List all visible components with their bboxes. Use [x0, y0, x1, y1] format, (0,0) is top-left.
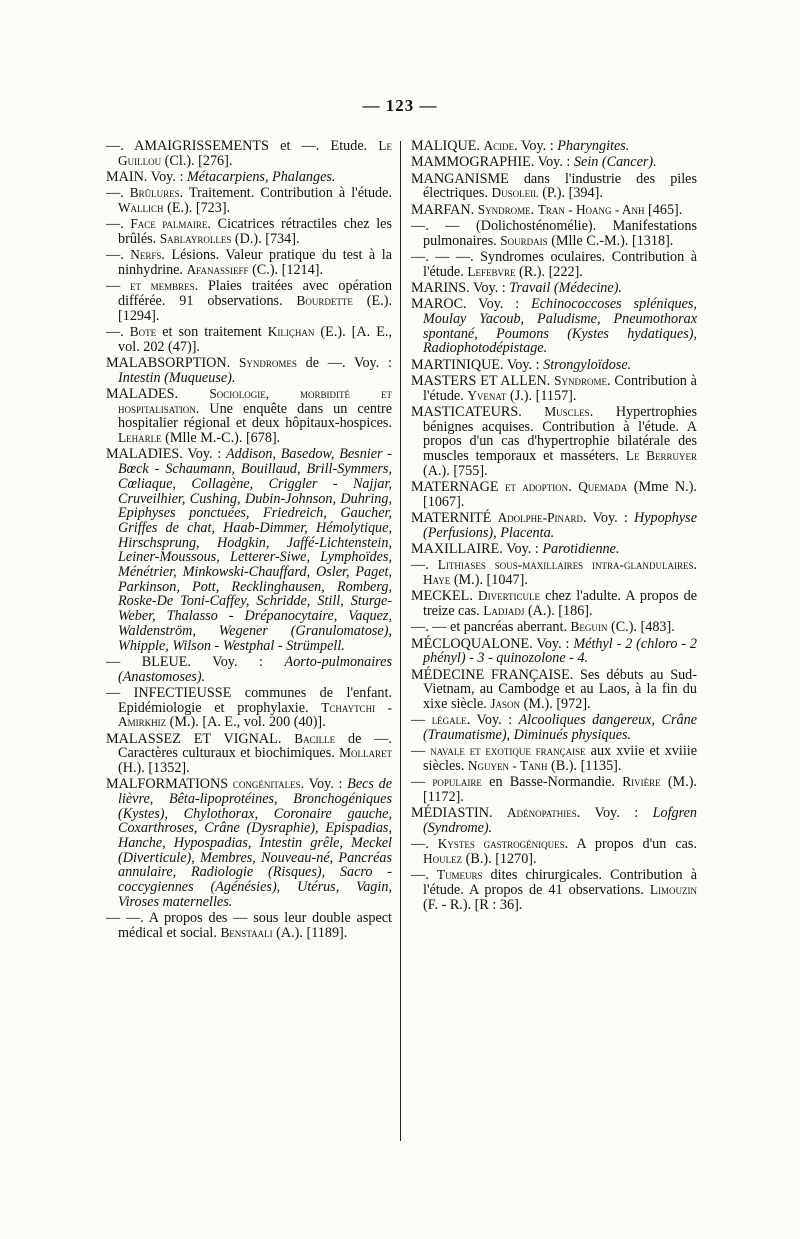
- index-entry: [106, 170, 392, 185]
- author-or-subhead: Brûlures: [129, 185, 180, 201]
- author-or-subhead: Lithiases sous-maxillaires intra-glandulaires: [437, 557, 694, 573]
- author-or-subhead: Yvenat: [467, 387, 507, 403]
- author-or-subhead: Bacille: [294, 730, 336, 746]
- entry-text: MAIN. Voy. :: [106, 169, 187, 185]
- entry-text: (C.). [1214].: [248, 262, 324, 278]
- index-entry: [106, 655, 392, 684]
- entry-text: MAMMOGRAPHIE. Voy. :: [411, 154, 574, 171]
- author-or-subhead: Le Guillou: [118, 138, 392, 168]
- author-or-subhead: Nerfs: [130, 247, 162, 263]
- entry-text: (D.). [734].: [231, 231, 300, 247]
- author-or-subhead: Jason: [490, 696, 521, 711]
- entry-text: (H.). [1352].: [118, 759, 190, 776]
- entry-text: . Plaies traitées avec opération différée. 91 observations.: [118, 278, 392, 309]
- index-entry: [411, 744, 697, 773]
- index-entry: [411, 713, 697, 742]
- author-or-subhead: Nguyen - Tanh: [467, 758, 548, 773]
- entry-text: MATERNITÉ: [411, 510, 498, 526]
- cross-reference: Métacarpiens, Phalanges.: [186, 169, 336, 185]
- entry-text: de —. Voy. :: [296, 355, 392, 371]
- author-or-subhead: Sourdais: [500, 232, 548, 248]
- entry-text: (M.). [972].: [520, 696, 591, 712]
- author-or-subhead: Tchaytchi - Amirkhiz: [118, 699, 392, 730]
- entry-text: —: [411, 774, 433, 791]
- author-or-subhead: légale: [431, 712, 467, 728]
- entry-text: (B.). [1135].: [547, 758, 622, 774]
- entry-text: MASTICATEURS.: [411, 403, 545, 420]
- entry-text: —. — —. Syndromes oculaires. Contribution à l'étude.: [411, 248, 697, 280]
- author-or-subhead: Bote: [129, 324, 157, 339]
- entry-text: (A.). [1189].: [272, 924, 348, 941]
- entry-text: —.: [411, 867, 437, 884]
- entry-text: MALADES.: [106, 386, 210, 402]
- entry-text: (A.). [755].: [423, 462, 488, 479]
- entry-text: aux xviie et xviiie siècles.: [423, 743, 698, 774]
- cross-reference: Echinococcoses spléniques, Moulay Yacoub, Paludisme, Pneumothorax spontané, Poumons (Kystes hydatiques), Radiophotodépistage.: [423, 296, 698, 357]
- entry-text: —: [411, 712, 432, 729]
- index-entry: [411, 297, 697, 356]
- entry-text: MALFORMATIONS: [106, 776, 233, 793]
- entry-text: .: [693, 557, 697, 574]
- index-entry: [411, 374, 697, 403]
- entry-text: (M.). [A. E., vol. 200 (40)].: [166, 714, 326, 731]
- index-entry: [106, 387, 392, 446]
- entry-text: — —. A propos des — sous leur double aspect médical et social.: [106, 910, 392, 941]
- entry-text: MARFAN.: [411, 201, 478, 218]
- entry-text: . Lésions. Valeur pratique du test à la ninhydrine.: [118, 247, 392, 278]
- author-or-subhead: Rivière: [622, 774, 661, 790]
- index-entry: [411, 558, 697, 587]
- index-entry: [411, 868, 697, 912]
- cross-reference: Méthyl - 2 (chloro - 2 phényl) - 3 - quinozolone - 4.: [423, 635, 697, 667]
- entry-text: . Voy. :: [300, 776, 348, 793]
- entry-text: . Voy. :: [576, 805, 653, 822]
- index-entry: [411, 281, 697, 296]
- cross-reference: Intestin (Muqueuse).: [118, 369, 236, 386]
- index-entry: [411, 589, 697, 618]
- author-or-subhead: Kystes gastrogéniques: [437, 836, 565, 852]
- index-entry: [411, 668, 697, 712]
- author-or-subhead: Tumeurs: [436, 867, 483, 883]
- right-column: [411, 139, 697, 914]
- author-or-subhead: Tran - Hoang - Anh: [537, 201, 645, 217]
- author-or-subhead: Dusoleil: [491, 185, 539, 201]
- page-number: — 123 —: [362, 96, 438, 115]
- entry-text: . Voy. :: [514, 138, 558, 154]
- entry-text: [465].: [644, 201, 683, 218]
- entry-text: . A propos d'un cas.: [564, 836, 697, 853]
- index-entry: [411, 480, 697, 509]
- cross-reference: Alcooliques dangereux, Crâne (Traumatisme), Diminués physiques.: [423, 712, 697, 743]
- entry-text: . Cicatrices rétractiles chez les brûlés.: [118, 216, 392, 247]
- index-entry: [411, 172, 697, 201]
- entry-text: (A.). [186].: [524, 603, 593, 619]
- author-or-subhead: Afanassieff: [186, 262, 249, 277]
- entry-text: —. — et pancréas aberrant.: [411, 619, 571, 636]
- entry-text: —.: [411, 557, 438, 574]
- entry-text: (Mme N.). [1067].: [423, 479, 697, 510]
- author-or-subhead: Lefebvre: [467, 263, 516, 279]
- entry-text: —: [106, 278, 131, 295]
- index-entry: [411, 637, 697, 666]
- entry-text: —.: [106, 247, 131, 264]
- entry-text: MÉDIASTIN.: [411, 805, 508, 822]
- entry-text: en Basse-Normandie.: [481, 774, 623, 791]
- author-or-subhead: Adolphe-Pinard: [497, 510, 583, 525]
- index-entry: [411, 358, 697, 373]
- entry-text: chez l'adulte. A propos de treize cas.: [423, 588, 697, 619]
- cross-reference: Pharyngites.: [557, 138, 630, 154]
- author-or-subhead: Sociologie, morbidité et hospitalisation: [118, 386, 392, 416]
- entry-text: (R.). [222].: [515, 263, 583, 280]
- column-divider: [400, 141, 401, 1141]
- entry-text: MECKEL.: [411, 588, 478, 605]
- entry-text: .: [568, 479, 579, 495]
- entry-text: (E.). [1294].: [118, 293, 392, 324]
- entry-text: MAROC. Voy. :: [411, 296, 532, 313]
- author-or-subhead: populaire: [432, 774, 482, 790]
- entry-text: (Mlle M.-C.). [678].: [161, 430, 281, 447]
- entry-text: (B.). [1270].: [462, 851, 537, 867]
- entry-text: — INFECTIEUSSE communes de l'enfant. Epidémiologie et prophylaxie.: [106, 684, 392, 716]
- index-entry: [106, 248, 392, 277]
- cross-reference: Travail (Médecine).: [509, 279, 622, 296]
- entry-text: . Une enquête dans un centre hospitalier régional et deux hôpitaux-hospices.: [118, 400, 392, 432]
- entry-text: (C.). [483].: [607, 619, 675, 636]
- author-or-subhead: congénitales: [232, 776, 301, 792]
- entry-text: . Traitement. Contribution à l'étude.: [179, 185, 392, 202]
- entry-text: MÉDECINE FRANÇAISE. Ses débuts au Sud-Vietnam, au Cambodge et au Laos, à la fin du xixe siècle.: [411, 666, 697, 712]
- entry-text: MÉCLOQUALONE. Voy. :: [411, 635, 574, 652]
- entry-text: (P.). [394].: [538, 185, 603, 202]
- index-entry: [411, 542, 697, 557]
- entry-text: et son traitement: [156, 324, 268, 340]
- index-entry: [411, 203, 697, 218]
- left-column: [106, 139, 392, 942]
- entry-text: (Cl.). [276].: [161, 152, 233, 169]
- author-or-subhead: navale et exotique française: [430, 743, 586, 759]
- index-entry: [411, 837, 697, 866]
- author-or-subhead: Sablayrolles: [159, 231, 232, 246]
- index-entry: [411, 511, 697, 540]
- author-or-subhead: et adoption: [504, 479, 569, 494]
- entry-text: MALADIES. Voy. :: [106, 446, 226, 463]
- index-entry: [411, 155, 697, 170]
- author-or-subhead: Mollaret: [339, 745, 392, 761]
- entry-text: . Contribution à l'étude.: [423, 372, 697, 404]
- author-or-subhead: Leharle: [118, 430, 162, 446]
- entry-text: —.: [106, 185, 130, 202]
- author-or-subhead: Benstaali: [220, 924, 273, 940]
- index-entry: [106, 777, 392, 909]
- author-or-subhead: et membres: [130, 278, 195, 294]
- author-or-subhead: Adénopathies: [507, 805, 577, 821]
- author-or-subhead: Wallich: [118, 200, 164, 215]
- entry-text: . Voy. :: [583, 510, 634, 526]
- author-or-subhead: Acide: [483, 138, 515, 153]
- index-entry: [106, 356, 392, 385]
- index-entry: [106, 447, 392, 653]
- index-entry: [106, 279, 392, 323]
- entry-text: (Mlle C.-M.). [1318].: [547, 232, 674, 249]
- entry-text: MATERNAGE: [411, 479, 505, 495]
- author-or-subhead: Kiliçhan: [267, 324, 315, 339]
- author-or-subhead: Syndromes: [238, 355, 297, 370]
- author-or-subhead: Quemada: [578, 479, 628, 494]
- entry-text: (F. - R.). [R : 36].: [423, 896, 523, 913]
- author-or-subhead: Le Berruyer: [625, 448, 697, 463]
- entry-text: MALASSEZ ET VIGNAL.: [106, 730, 295, 747]
- entry-text: . Hypertrophies bénignes acquises. Contribution à l'étude. A propos d'un cas d'hypertrophie bilatérale des muscles temporaux et masséters.: [423, 403, 697, 464]
- entry-text: MASTERS ET ALLEN.: [411, 372, 555, 389]
- cross-reference: Aorto-pulmonaires (Anastomoses).: [118, 653, 392, 685]
- entry-text: MARTINIQUE. Voy. :: [411, 356, 544, 373]
- index-entry: [411, 219, 697, 248]
- index-entry: [411, 775, 697, 804]
- index-entry: [106, 325, 392, 354]
- entry-text: —. — (Dolichosténomélie). Manifestations pulmonaires.: [411, 217, 697, 249]
- index-entry: [106, 139, 392, 168]
- index-entry: [411, 250, 697, 279]
- index-entry: [411, 620, 697, 635]
- index-entry: [411, 806, 697, 835]
- entry-text: —.: [106, 216, 131, 233]
- entry-text: MARINS. Voy. :: [411, 279, 510, 296]
- index-entry: [106, 732, 392, 776]
- index-entry: [106, 186, 392, 215]
- index-entry: [411, 405, 697, 479]
- author-or-subhead: Bourdette: [296, 293, 353, 308]
- author-or-subhead: Face palmaire: [130, 216, 208, 232]
- author-or-subhead: Muscles: [544, 403, 590, 419]
- entry-text: (E.). [723].: [163, 200, 231, 216]
- entry-text: — BLEUE. Voy. :: [106, 653, 285, 670]
- entry-text: dites chirurgicales. Contribution à l'étude. A propos de 41 observations.: [423, 867, 697, 898]
- entry-text: . Voy. :: [466, 712, 519, 729]
- entry-text: MALABSORPTION.: [106, 355, 239, 371]
- author-or-subhead: Houlez: [423, 851, 463, 866]
- entry-text: —.: [411, 836, 438, 853]
- cross-reference: Lofgren (Syndrome).: [423, 805, 697, 836]
- cross-reference: Addison, Basedow, Besnier - Bœck - Schaumann, Bouillaud, Brill-Symmers, Cœliaque, Collagène, Criggler - Najjar, Cruveilhier, Cushing, Dubin-Johnson, Duhring, Epiphyses ponctuées, Friedreich, Gaucher, Griffes de chat, Haab-Dimmer, Hémolytique, Hirschsprung, Hodgkin, Jaffé-Lichtenstein, Leiner-Moussous, Letterer-Siwe, Lymphoïdes, Ménétrier, Minkowski-Chauffard, Osler, Paget, Parkinson, Pott, Recklinghausen, Romberg, Roske-De Toni-Caffey, Schridde, Still, Sturge-Weber, Thalasso - Drépanocytaire, Vaquez, Waldenström, Wegener (Granulomatose), Whipple, Wilson - Westphal - Strümpell.: [118, 446, 392, 654]
- entry-text: (M.). [1047].: [450, 572, 528, 588]
- cross-reference: Becs de lièvre, Bêta-lipoprotéines, Bronchogéniques (Kystes), Chylothorax, Coronaire gauche, Coxarthroses, Crâne (Dysraphie), Epispadias, Hanche, Hypospadias, Intestin grêle, Meckel (Diverticule), Membres, Nouveau-né, Pancréas annulaire, Radiologie (Risques), Sacro - coccygiennes (Agénésies), Utérus, Vagin, Viroses maternelles.: [118, 776, 393, 910]
- entry-text: —: [411, 743, 431, 760]
- index-entry: [106, 911, 392, 940]
- cross-reference: Hypophyse (Perfusions), Placenta.: [423, 510, 697, 541]
- entry-text: —.: [106, 324, 130, 340]
- entry-text: de —. Caractères culturaux et biochimiques.: [118, 730, 392, 762]
- index-entry: [106, 686, 392, 730]
- index-entry: [411, 139, 697, 154]
- author-or-subhead: Ladjadj: [483, 603, 525, 618]
- entry-text: (E.). [A. E., vol. 202 (47)].: [118, 324, 392, 355]
- entry-text: MALIQUE.: [411, 138, 484, 154]
- index-entry: [106, 217, 392, 246]
- entry-text: .: [530, 201, 538, 218]
- cross-reference: Sein (Cancer).: [573, 154, 657, 171]
- author-or-subhead: Syndrome: [477, 201, 531, 217]
- cross-reference: Parotidienne.: [542, 541, 620, 557]
- author-or-subhead: Syndrome: [554, 372, 608, 388]
- cross-reference: Strongyloïdose.: [543, 356, 632, 373]
- author-or-subhead: Diverticule: [477, 588, 541, 604]
- author-or-subhead: Beguin: [570, 619, 608, 635]
- entry-text: —. AMAIGRISSEMENTS et —. Etude.: [106, 138, 379, 154]
- entry-text: MAXILLAIRE. Voy. :: [411, 541, 543, 557]
- entry-text: MANGANISME dans l'industrie des piles électriques.: [411, 170, 697, 202]
- author-or-subhead: Limouzin: [649, 882, 697, 897]
- entry-text: (J.). [1157].: [506, 387, 577, 404]
- author-or-subhead: Haye: [423, 572, 451, 587]
- entry-text: (M.). [1172].: [423, 774, 697, 805]
